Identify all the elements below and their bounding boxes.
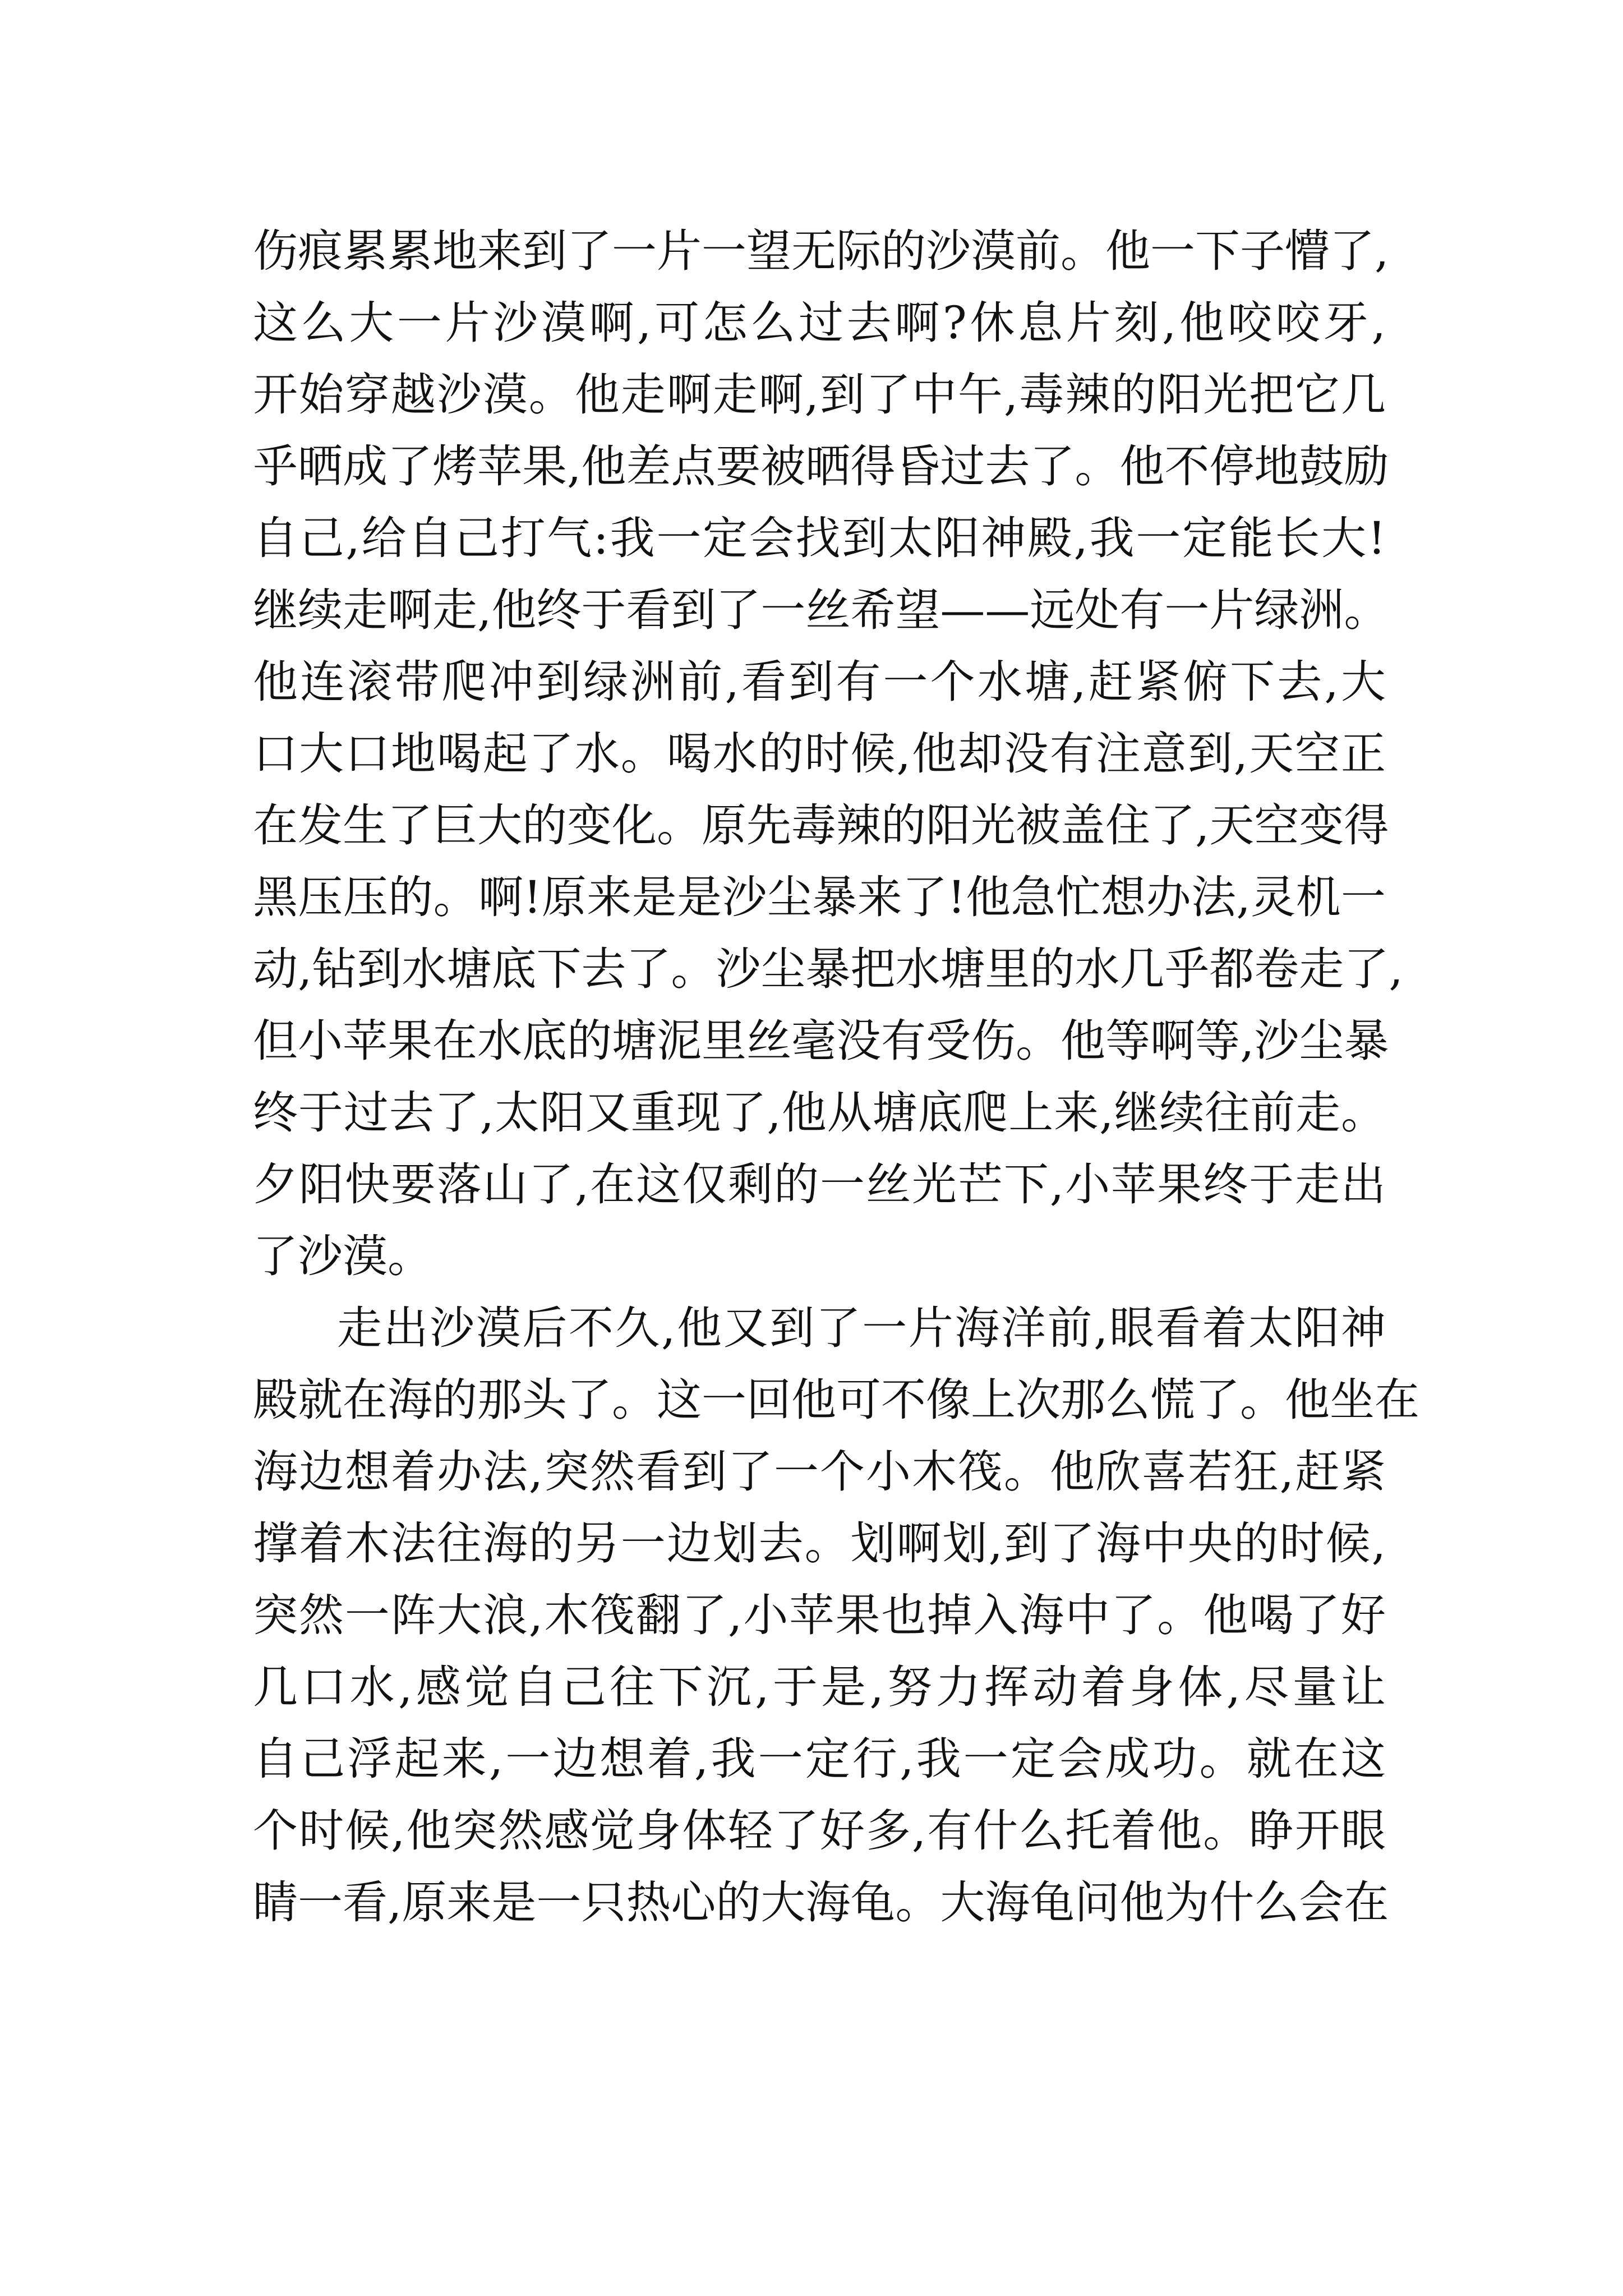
text-line: 动,钻到水塘底下去了。沙尘暴把水塘里的水几乎都卷走了, <box>253 943 1403 995</box>
text-line: 伤痕累累地来到了一片一望无际的沙漠前。他一下子懵了, <box>253 225 1389 277</box>
text-line: 但小苹果在水底的塘泥里丝毫没有受伤。他等啊等,沙尘暴 <box>253 1015 1389 1067</box>
paragraph <box>253 1292 1419 1939</box>
text-line: 继续走啊走,他终于看到了一丝希望——远处有一片绿洲。 <box>253 584 1389 636</box>
text-line: 自己,给自己打气:我一定会找到太阳神殿,我一定能长大! <box>253 512 1386 564</box>
text-line: 睛一看,原来是一只热心的大海龟。大海龟问他为什么会在 <box>253 1876 1389 1929</box>
text-line: 几口水,感觉自己往下沉,于是,努力挥动着身体,尽量让 <box>253 1661 1386 1713</box>
text-line: 个时候,他突然感觉身体轻了好多,有什么托着他。睁开眼 <box>253 1805 1386 1857</box>
text-line: 殿就在海的那头了。这一回他可不像上次那么慌了。他坐在 <box>253 1374 1419 1426</box>
text-line: 在发生了巨大的变化。原先毒辣的阳光被盖住了,天空变得 <box>253 799 1389 852</box>
paragraph <box>253 215 1403 1292</box>
document-body <box>253 215 1419 1939</box>
text-line: 开始穿越沙漠。他走啊走啊,到了中午,毒辣的阳光把它几 <box>253 369 1386 421</box>
text-line: 海边想着办法,突然看到了一个小木筏。他欣喜若狂,赶紧 <box>253 1446 1386 1498</box>
text-line: 突然一阵大浪,木筏翻了,小苹果也掉入海中了。他喝了好 <box>253 1589 1386 1641</box>
text-line: 夕阳快要落山了,在这仅剩的一丝光芒下,小苹果终于走出 <box>253 1158 1386 1211</box>
text-line: 终于过去了,太阳又重现了,他从塘底爬上来,继续往前走。 <box>253 1087 1386 1139</box>
text-line: 这么大一片沙漠啊,可怎么过去啊?休息片刻,他咬咬牙, <box>253 297 1386 349</box>
text-line: 乎晒成了烤苹果,他差点要被晒得昏过去了。他不停地鼓励 <box>253 440 1389 493</box>
text-line: 黑压压的。啊!原来是是沙尘暴来了!他急忙想办法,灵机一 <box>253 871 1386 923</box>
text-line: 了沙漠。 <box>253 1230 432 1282</box>
text-line: 撑着木法往海的另一边划去。划啊划,到了海中央的时候, <box>253 1517 1386 1570</box>
text-line: 他连滚带爬冲到绿洲前,看到有一个水塘,赶紧俯下去,大 <box>253 656 1386 708</box>
text-line: 走出沙漠后不久,他又到了一片海洋前,眼看着太阳神 <box>337 1302 1386 1354</box>
text-line: 自己浮起来,一边想着,我一定行,我一定会成功。就在这 <box>253 1733 1386 1785</box>
text-line: 口大口地喝起了水。喝水的时候,他却没有注意到,天空正 <box>253 728 1386 780</box>
